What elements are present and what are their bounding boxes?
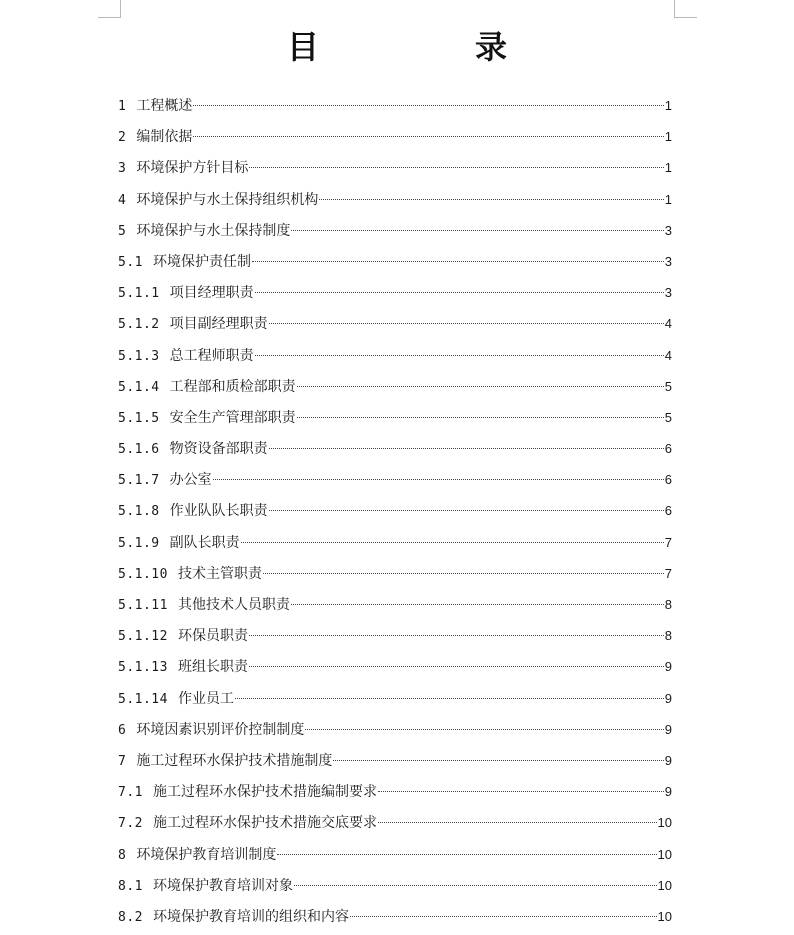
toc-entry-page: 9	[664, 659, 672, 675]
toc-dot-leader	[350, 916, 657, 917]
toc-entry-title: 副队长职责	[169, 534, 240, 551]
toc-dot-leader	[213, 479, 664, 480]
toc-entry-title: 施工过程环水保护技术措施交底要求	[152, 815, 377, 832]
toc-entry[interactable]	[118, 870, 672, 901]
toc-entry-page: 6	[664, 503, 672, 519]
toc-entry-number: 5.1.8	[118, 504, 160, 520]
table-of-contents	[118, 90, 672, 932]
toc-entry[interactable]	[118, 558, 672, 589]
toc-entry[interactable]	[118, 371, 672, 402]
toc-entry-page: 5	[664, 409, 672, 425]
toc-entry-title: 环境保护教育培训制度	[136, 846, 277, 863]
toc-dot-leader	[291, 604, 664, 605]
toc-dot-leader	[193, 136, 663, 137]
toc-dot-leader	[249, 167, 663, 168]
toc-entry[interactable]	[118, 184, 672, 215]
toc-entry-page: 9	[664, 784, 672, 800]
toc-entry-title: 物资设备部职责	[169, 441, 268, 458]
crop-mark-top-left	[98, 0, 121, 18]
toc-entry-number: 5.1.4	[118, 379, 160, 395]
toc-entry-page: 7	[664, 534, 672, 550]
toc-entry-number: 5	[118, 223, 127, 239]
crop-mark-top-right	[674, 0, 697, 18]
toc-entry-number: 5.1.14	[118, 691, 168, 707]
toc-entry-page: 9	[664, 690, 672, 706]
toc-dot-leader	[333, 760, 663, 761]
toc-entry-title: 环境保护方针目标	[136, 160, 249, 177]
toc-entry-number: 5.1.12	[118, 629, 168, 645]
toc-entry[interactable]	[118, 745, 672, 776]
toc-entry[interactable]	[118, 620, 672, 651]
toc-dot-leader	[252, 261, 664, 262]
toc-dot-leader	[263, 573, 664, 574]
toc-entry-number: 5.1	[118, 254, 143, 270]
toc-entry-title: 安全生产管理部职责	[169, 409, 296, 426]
toc-entry[interactable]	[118, 277, 672, 308]
toc-entry-title: 项目副经理职责	[169, 316, 268, 333]
toc-dot-leader	[294, 885, 657, 886]
toc-entry-number: 4	[118, 192, 127, 208]
toc-entry-page: 9	[664, 752, 672, 768]
toc-dot-leader	[291, 230, 663, 231]
toc-entry-number: 8.1	[118, 878, 143, 894]
toc-entry-number: 6	[118, 722, 127, 738]
toc-entry-title: 技术主管职责	[177, 565, 262, 582]
toc-entry-number: 5.1.11	[118, 598, 168, 613]
toc-entry-number: 7	[118, 753, 127, 769]
toc-dot-leader	[297, 386, 664, 387]
toc-entry-title: 环保员职责	[177, 628, 248, 645]
toc-entry-page: 1	[664, 191, 672, 207]
toc-entry-page: 3	[664, 222, 672, 238]
toc-dot-leader	[269, 510, 664, 511]
toc-entry[interactable]	[118, 714, 672, 745]
toc-dot-leader	[378, 791, 664, 792]
toc-entry-title: 环境保护责任制	[152, 253, 251, 270]
toc-entry-title: 施工过程环水保护技术措施编制要求	[152, 784, 377, 801]
toc-entry[interactable]	[118, 495, 672, 526]
toc-entry-number: 5.1.13	[118, 660, 168, 676]
toc-entry-title: 环境保护教育培训的组织和内容	[152, 908, 349, 925]
toc-entry[interactable]	[118, 308, 672, 339]
toc-entry[interactable]	[118, 651, 672, 682]
toc-dot-leader	[193, 105, 663, 106]
toc-entry[interactable]	[118, 683, 672, 714]
toc-dot-leader	[297, 417, 664, 418]
toc-entry-page: 10	[657, 877, 672, 893]
toc-entry[interactable]	[118, 121, 672, 152]
toc-entry-page: 6	[664, 441, 672, 457]
toc-entry-title: 施工过程环水保护技术措施制度	[136, 752, 333, 769]
toc-entry-title: 工程部和质检部职责	[169, 378, 296, 395]
toc-entry-title: 其他技术人员职责	[177, 597, 290, 613]
toc-dot-leader	[269, 448, 664, 449]
toc-entry[interactable]	[118, 901, 672, 932]
toc-entry-number: 5.1.9	[118, 535, 160, 551]
toc-dot-leader	[241, 542, 664, 543]
toc-dot-leader	[255, 355, 664, 356]
toc-entry-title: 班组长职责	[177, 659, 248, 676]
toc-entry-page: 5	[664, 378, 672, 394]
toc-entry-page: 3	[664, 253, 672, 269]
toc-entry[interactable]	[118, 433, 672, 464]
toc-entry[interactable]	[118, 340, 672, 371]
toc-entry-number: 5.1.3	[118, 348, 160, 364]
toc-entry-number: 5.1.7	[118, 473, 160, 489]
toc-entry-title: 总工程师职责	[169, 347, 254, 364]
toc-entry-title: 编制依据	[136, 129, 193, 146]
toc-entry-page: 10	[657, 815, 672, 831]
toc-entry-title: 作业队队长职责	[169, 503, 268, 520]
toc-entry-number: 5.1.1	[118, 286, 160, 302]
toc-dot-leader	[378, 822, 657, 823]
toc-entry-title: 项目经理职责	[169, 285, 254, 302]
toc-entry-page: 4	[664, 316, 672, 332]
toc-entry[interactable]	[118, 527, 672, 558]
toc-entry-page: 4	[664, 347, 672, 363]
toc-entry[interactable]	[118, 152, 672, 183]
toc-entry-page: 8	[664, 628, 672, 644]
toc-entry-title: 办公室	[169, 472, 212, 489]
toc-entry-number: 1	[118, 99, 127, 114]
toc-entry-page: 6	[664, 472, 672, 488]
toc-entry-page: 3	[664, 285, 672, 301]
toc-entry[interactable]	[118, 839, 672, 870]
toc-entry-number: 5.1.10	[118, 566, 168, 582]
toc-dot-leader	[249, 666, 664, 667]
toc-entry-page: 8	[664, 597, 672, 612]
toc-dot-leader	[255, 292, 664, 293]
toc-entry-number: 3	[118, 161, 127, 177]
toc-entry-page: 10	[657, 908, 672, 924]
toc-dot-leader	[305, 729, 663, 730]
toc-entry-page: 9	[664, 721, 672, 737]
toc-entry-title: 环境保护与水土保持组织机构	[136, 191, 319, 208]
toc-entry-number: 5.1.5	[118, 410, 160, 426]
toc-entry-page: 1	[664, 98, 672, 113]
toc-title: 目 录	[286, 28, 569, 66]
toc-entry-number: 7.1	[118, 785, 143, 801]
toc-entry[interactable]	[118, 776, 672, 807]
toc-entry[interactable]	[118, 402, 672, 433]
toc-dot-leader	[249, 635, 664, 636]
toc-entry-page: 1	[664, 129, 672, 145]
toc-entry[interactable]	[118, 807, 672, 838]
toc-entry-number: 5.1.6	[118, 442, 160, 458]
toc-dot-leader	[319, 199, 663, 200]
toc-entry-title: 环境因素识别评价控制制度	[136, 721, 305, 738]
toc-entry-number: 8.2	[118, 909, 143, 925]
toc-entry-page: 10	[657, 846, 672, 862]
toc-entry[interactable]	[118, 246, 672, 277]
toc-entry-number: 8	[118, 847, 127, 863]
toc-entry-title: 工程概述	[136, 98, 193, 114]
toc-entry-title: 环境保护与水土保持制度	[136, 222, 291, 239]
toc-entry[interactable]	[118, 589, 672, 620]
toc-entry-title: 环境保护教育培训对象	[152, 877, 293, 894]
toc-entry-number: 5.1.2	[118, 317, 160, 333]
toc-entry-number: 7.2	[118, 816, 143, 832]
toc-entry-title: 作业员工	[177, 690, 234, 707]
toc-dot-leader	[235, 698, 664, 699]
toc-entry[interactable]	[118, 215, 672, 246]
toc-entry-number: 2	[118, 130, 127, 146]
toc-entry[interactable]	[118, 464, 672, 495]
toc-entry-page: 7	[664, 565, 672, 581]
toc-dot-leader	[269, 323, 664, 324]
toc-entry[interactable]	[118, 90, 672, 121]
toc-entry-page: 1	[664, 160, 672, 176]
toc-dot-leader	[277, 854, 656, 855]
